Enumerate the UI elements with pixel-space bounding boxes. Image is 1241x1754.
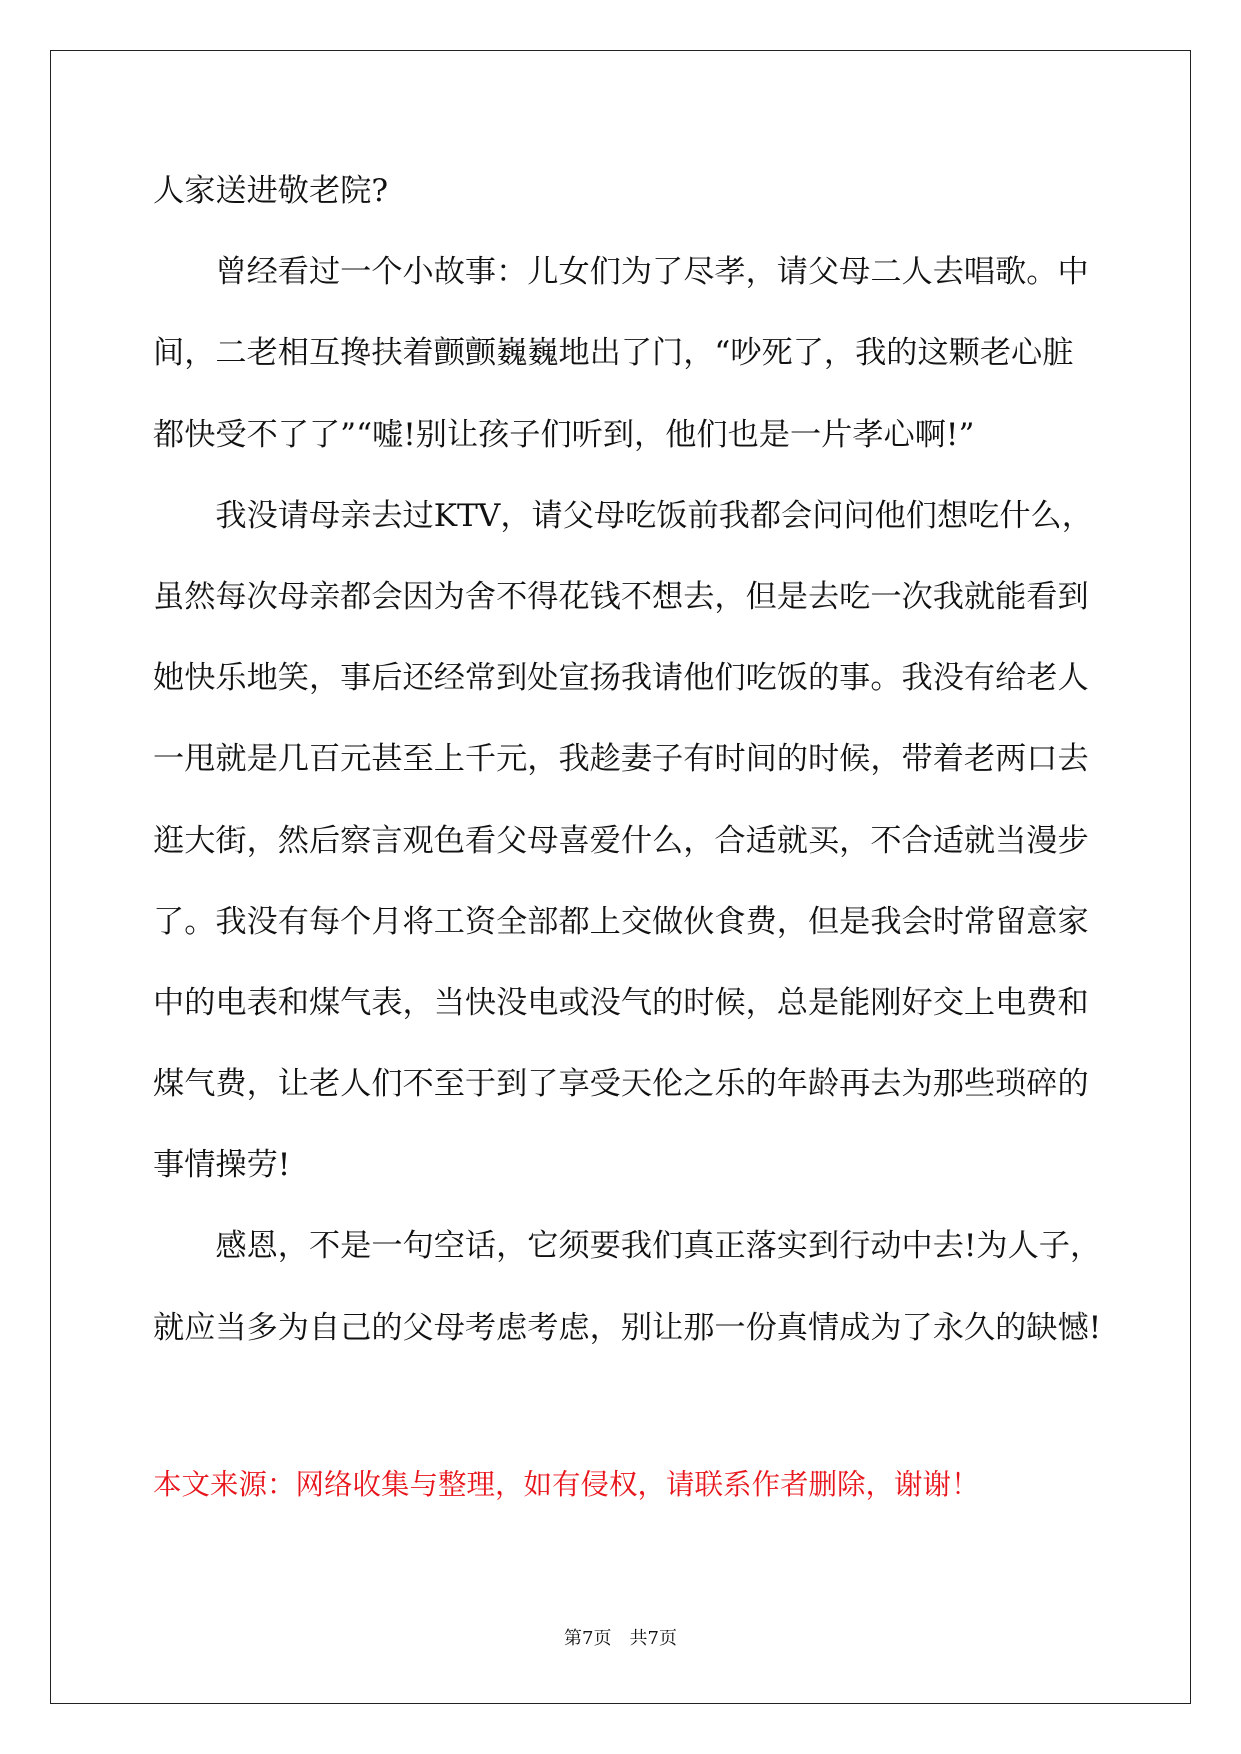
text-line: 事情操劳! — [153, 1147, 291, 1184]
text-line: 就应当多为自己的父母考虑考虑，别让那一份真情成为了永久的缺憾! — [153, 1309, 1102, 1346]
text-line: 曾经看过一个小故事：儿女们为了尽孝，请父母二人去唱歌。中 — [215, 254, 1089, 291]
paragraph — [153, 151, 1101, 232]
page-footer — [0, 1625, 1241, 1653]
text-line: 中的电表和煤气表，当快没电或没气的时候，总是能刚好交上电费和 — [153, 984, 1089, 1021]
text-line: 都快受不了了”“嘘!别让孩子们听到，他们也是一片孝心啊!” — [153, 416, 975, 453]
text-line: 间，二老相互搀扶着颤颤巍巍地出了门，“吵死了，我的这颗老心脏 — [153, 335, 1074, 372]
text-line: 煤气费，让老人们不至于到了享受天伦之乐的年龄再去为那些琐碎的 — [153, 1066, 1089, 1103]
text-line: 她快乐地笑，事后还经常到处宣扬我请他们吃饭的事。我没有给老人 — [153, 660, 1089, 697]
text-line: 了。我没有每个月将工资全部都上交做伙食费，但是我会时常留意家 — [153, 903, 1089, 940]
text-line: 人家送进敬老院? — [153, 173, 389, 209]
paragraph — [153, 1206, 1101, 1368]
text-line: 感恩，不是一句空话，它须要我们真正落实到行动中去!为人子， — [215, 1228, 1102, 1265]
document-body — [153, 151, 1101, 1369]
text-line: 逛大街，然后察言观色看父母喜爱什么，合适就买，不合适就当漫步 — [153, 822, 1089, 859]
total-pages-label: 共7页 — [629, 1628, 677, 1649]
text-line: 虽然每次母亲都会因为舍不得花钱不想去，但是去吃一次我就能看到 — [153, 578, 1089, 615]
paragraph — [153, 232, 1101, 476]
text-line: 一甩就是几百元甚至上千元，我趁妻子有时间的时候，带着老两口去 — [153, 741, 1089, 778]
current-page-label: 第7页 — [564, 1628, 612, 1649]
paragraph — [153, 476, 1101, 1207]
source-disclaimer: 本文来源：网络收集与整理，如有侵权，请联系作者删除，谢谢！ — [153, 1468, 980, 1501]
text-line: 我没请母亲去过KTV，请父母吃饭前我都会问问他们想吃什么， — [215, 497, 1093, 534]
